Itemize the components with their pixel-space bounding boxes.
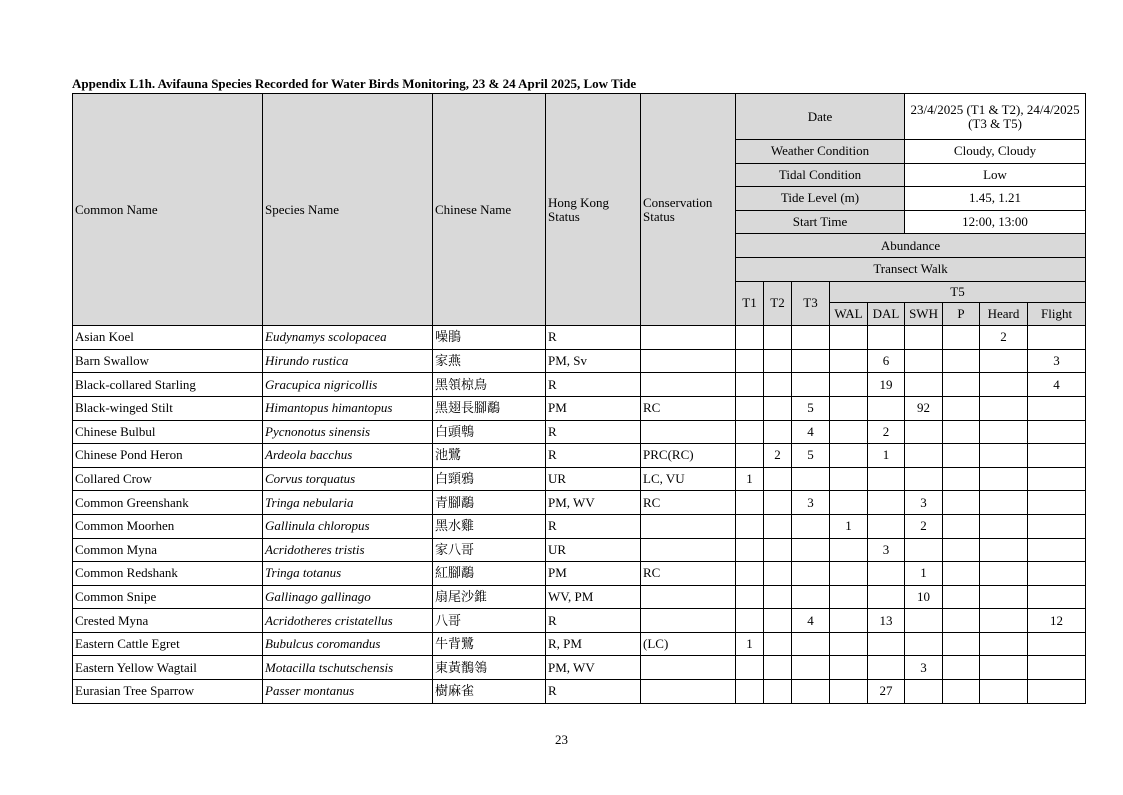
header-t2: T2 — [764, 281, 792, 326]
swh-count-cell: 10 — [905, 585, 943, 609]
species-name-cell: Tringa nebularia — [263, 491, 433, 515]
conservation-status-cell — [641, 349, 736, 373]
header-tidal-label: Tidal Condition — [736, 163, 905, 187]
t1-count-cell — [736, 396, 764, 420]
header-date-value: 23/4/2025 (T1 & T2), 24/4/2025 (T3 & T5) — [905, 94, 1086, 140]
t2-count-cell — [764, 632, 792, 656]
conservation-status-cell — [641, 609, 736, 633]
chinese-name-cell: 池鷺 — [433, 444, 546, 468]
t2-count-cell — [764, 373, 792, 397]
dal-count-cell: 27 — [868, 680, 905, 704]
swh-count-cell — [905, 632, 943, 656]
species-name-cell: Himantopus himantopus — [263, 396, 433, 420]
heard-count-cell — [980, 562, 1028, 586]
chinese-name-cell: 黑領椋鳥 — [433, 373, 546, 397]
wal-count-cell: 1 — [830, 514, 868, 538]
wal-count-cell — [830, 632, 868, 656]
chinese-name-cell: 黑水雞 — [433, 514, 546, 538]
flight-count-cell — [1028, 562, 1086, 586]
common-name-cell: Common Moorhen — [73, 514, 263, 538]
heard-count-cell — [980, 491, 1028, 515]
swh-count-cell — [905, 420, 943, 444]
species-name-cell: Ardeola bacchus — [263, 444, 433, 468]
swh-count-cell — [905, 538, 943, 562]
flight-count-cell — [1028, 538, 1086, 562]
t3-count-cell — [792, 373, 830, 397]
dal-count-cell: 19 — [868, 373, 905, 397]
dal-count-cell — [868, 467, 905, 491]
heard-count-cell — [980, 420, 1028, 444]
species-name-cell: Acridotheres tristis — [263, 538, 433, 562]
header-t3: T3 — [792, 281, 830, 326]
t1-count-cell — [736, 514, 764, 538]
hk-status-cell: R, PM — [546, 632, 641, 656]
dal-count-cell — [868, 396, 905, 420]
table-row — [73, 326, 1086, 350]
flight-count-cell — [1028, 632, 1086, 656]
header-p: P — [943, 302, 980, 326]
dal-count-cell: 13 — [868, 609, 905, 633]
common-name-cell: Eurasian Tree Sparrow — [73, 680, 263, 704]
conservation-status-cell: RC — [641, 562, 736, 586]
flight-count-cell — [1028, 467, 1086, 491]
table-row — [73, 585, 1086, 609]
hk-status-cell: PM — [546, 562, 641, 586]
common-name-cell: Common Myna — [73, 538, 263, 562]
heard-count-cell — [980, 585, 1028, 609]
flight-count-cell — [1028, 656, 1086, 680]
flight-count-cell — [1028, 585, 1086, 609]
heard-count-cell — [980, 373, 1028, 397]
common-name-cell: Common Redshank — [73, 562, 263, 586]
t2-count-cell — [764, 491, 792, 515]
flight-count-cell — [1028, 420, 1086, 444]
t3-count-cell — [792, 538, 830, 562]
table-body — [73, 326, 1086, 704]
conservation-status-cell: (LC) — [641, 632, 736, 656]
header-weather-label: Weather Condition — [736, 140, 905, 164]
t1-count-cell — [736, 491, 764, 515]
chinese-name-cell: 家八哥 — [433, 538, 546, 562]
common-name-cell: Crested Myna — [73, 609, 263, 633]
wal-count-cell — [830, 373, 868, 397]
t3-count-cell — [792, 585, 830, 609]
chinese-name-cell: 白頸鴉 — [433, 467, 546, 491]
wal-count-cell — [830, 491, 868, 515]
t2-count-cell: 2 — [764, 444, 792, 468]
flight-count-cell — [1028, 396, 1086, 420]
hk-status-cell: PM, WV — [546, 656, 641, 680]
species-name-cell: Bubulcus coromandus — [263, 632, 433, 656]
species-name-cell: Acridotheres cristatellus — [263, 609, 433, 633]
header-abundance: Abundance — [736, 234, 1086, 258]
t2-count-cell — [764, 420, 792, 444]
conservation-status-cell — [641, 420, 736, 444]
hk-status-cell: UR — [546, 467, 641, 491]
species-name-cell: Gallinago gallinago — [263, 585, 433, 609]
p-count-cell — [943, 396, 980, 420]
wal-count-cell — [830, 396, 868, 420]
p-count-cell — [943, 491, 980, 515]
flight-count-cell: 12 — [1028, 609, 1086, 633]
swh-count-cell: 1 — [905, 562, 943, 586]
t2-count-cell — [764, 396, 792, 420]
header-t1: T1 — [736, 281, 764, 326]
wal-count-cell — [830, 326, 868, 350]
flight-count-cell — [1028, 444, 1086, 468]
swh-count-cell — [905, 349, 943, 373]
flight-count-cell — [1028, 680, 1086, 704]
species-name-cell: Eudynamys scolopacea — [263, 326, 433, 350]
swh-count-cell — [905, 373, 943, 397]
header-common-name: Common Name — [73, 94, 263, 326]
heard-count-cell — [980, 349, 1028, 373]
heard-count-cell — [980, 396, 1028, 420]
hk-status-cell: R — [546, 326, 641, 350]
common-name-cell: Chinese Bulbul — [73, 420, 263, 444]
common-name-cell: Common Snipe — [73, 585, 263, 609]
header-start-time-value: 12:00, 13:00 — [905, 210, 1086, 234]
header-flight: Flight — [1028, 302, 1086, 326]
t2-count-cell — [764, 609, 792, 633]
table-row — [73, 349, 1086, 373]
heard-count-cell — [980, 444, 1028, 468]
species-name-cell: Hirundo rustica — [263, 349, 433, 373]
species-name-cell: Tringa totanus — [263, 562, 433, 586]
conservation-status-cell — [641, 373, 736, 397]
appendix-title: Appendix L1h. Avifauna Species Recorded for Water Birds Monitoring, 23 & 24 April 2025, Low Tide — [72, 76, 637, 91]
table-row — [73, 491, 1086, 515]
p-count-cell — [943, 467, 980, 491]
p-count-cell — [943, 656, 980, 680]
t2-count-cell — [764, 538, 792, 562]
dal-count-cell: 3 — [868, 538, 905, 562]
hk-status-cell: R — [546, 444, 641, 468]
common-name-cell: Collared Crow — [73, 467, 263, 491]
chinese-name-cell: 東黃鶺鴒 — [433, 656, 546, 680]
wal-count-cell — [830, 444, 868, 468]
conservation-status-cell — [641, 538, 736, 562]
t1-count-cell — [736, 680, 764, 704]
header-wal: WAL — [830, 302, 868, 326]
t2-count-cell — [764, 656, 792, 680]
header-conservation-status: Conservation Status — [641, 94, 736, 326]
wal-count-cell — [830, 656, 868, 680]
common-name-cell: Black-collared Starling — [73, 373, 263, 397]
t3-count-cell — [792, 467, 830, 491]
table-row — [73, 538, 1086, 562]
heard-count-cell — [980, 467, 1028, 491]
t1-count-cell — [736, 609, 764, 633]
table-row — [73, 680, 1086, 704]
t2-count-cell — [764, 680, 792, 704]
p-count-cell — [943, 373, 980, 397]
t3-count-cell — [792, 326, 830, 350]
species-name-cell: Pycnonotus sinensis — [263, 420, 433, 444]
t3-count-cell — [792, 680, 830, 704]
t1-count-cell — [736, 656, 764, 680]
swh-count-cell: 2 — [905, 514, 943, 538]
species-name-cell: Gracupica nigricollis — [263, 373, 433, 397]
conservation-status-cell: RC — [641, 396, 736, 420]
header-hk-status: Hong Kong Status — [546, 94, 641, 326]
table-header — [73, 94, 1086, 326]
p-count-cell — [943, 680, 980, 704]
wal-count-cell — [830, 420, 868, 444]
wal-count-cell — [830, 609, 868, 633]
t1-count-cell — [736, 444, 764, 468]
t1-count-cell: 1 — [736, 632, 764, 656]
p-count-cell — [943, 538, 980, 562]
swh-count-cell — [905, 326, 943, 350]
wal-count-cell — [830, 349, 868, 373]
header-tidal-value: Low — [905, 163, 1086, 187]
p-count-cell — [943, 632, 980, 656]
table-row — [73, 562, 1086, 586]
t1-count-cell — [736, 326, 764, 350]
heard-count-cell — [980, 538, 1028, 562]
header-start-time-label: Start Time — [736, 210, 905, 234]
conservation-status-cell — [641, 326, 736, 350]
common-name-cell: Barn Swallow — [73, 349, 263, 373]
common-name-cell: Black-winged Stilt — [73, 396, 263, 420]
hk-status-cell: PM, WV — [546, 491, 641, 515]
swh-count-cell: 3 — [905, 656, 943, 680]
wal-count-cell — [830, 680, 868, 704]
chinese-name-cell: 黑翅長腳鷸 — [433, 396, 546, 420]
hk-status-cell: R — [546, 420, 641, 444]
t1-count-cell — [736, 373, 764, 397]
chinese-name-cell: 樹麻雀 — [433, 680, 546, 704]
header-t5: T5 — [830, 281, 1086, 302]
heard-count-cell — [980, 656, 1028, 680]
species-name-cell: Passer montanus — [263, 680, 433, 704]
t2-count-cell — [764, 467, 792, 491]
flight-count-cell — [1028, 326, 1086, 350]
dal-count-cell: 6 — [868, 349, 905, 373]
heard-count-cell — [980, 609, 1028, 633]
table-row — [73, 373, 1086, 397]
header-date-label: Date — [736, 94, 905, 140]
dal-count-cell — [868, 491, 905, 515]
dal-count-cell — [868, 656, 905, 680]
hk-status-cell: R — [546, 609, 641, 633]
dal-count-cell — [868, 585, 905, 609]
p-count-cell — [943, 444, 980, 468]
t1-count-cell — [736, 349, 764, 373]
flight-count-cell: 4 — [1028, 373, 1086, 397]
dal-count-cell — [868, 514, 905, 538]
swh-count-cell — [905, 609, 943, 633]
t1-count-cell — [736, 585, 764, 609]
dal-count-cell: 2 — [868, 420, 905, 444]
species-name-cell: Corvus torquatus — [263, 467, 433, 491]
wal-count-cell — [830, 467, 868, 491]
chinese-name-cell: 白頭鵯 — [433, 420, 546, 444]
species-name-cell: Motacilla tschutschensis — [263, 656, 433, 680]
table-row — [73, 420, 1086, 444]
flight-count-cell: 3 — [1028, 349, 1086, 373]
chinese-name-cell: 扇尾沙錐 — [433, 585, 546, 609]
t2-count-cell — [764, 514, 792, 538]
p-count-cell — [943, 562, 980, 586]
header-tide-level-value: 1.45, 1.21 — [905, 187, 1086, 211]
hk-status-cell: R — [546, 373, 641, 397]
t1-count-cell — [736, 420, 764, 444]
common-name-cell: Eastern Yellow Wagtail — [73, 656, 263, 680]
species-table — [72, 93, 1086, 704]
page-number: 23 — [555, 732, 568, 747]
t3-count-cell: 4 — [792, 420, 830, 444]
header-species-name: Species Name — [263, 94, 433, 326]
t2-count-cell — [764, 585, 792, 609]
table-row — [73, 396, 1086, 420]
header-tide-level-label: Tide Level (m) — [736, 187, 905, 211]
conservation-status-cell — [641, 656, 736, 680]
common-name-cell: Eastern Cattle Egret — [73, 632, 263, 656]
chinese-name-cell: 青腳鷸 — [433, 491, 546, 515]
p-count-cell — [943, 585, 980, 609]
table-row — [73, 656, 1086, 680]
header-chinese-name: Chinese Name — [433, 94, 546, 326]
t1-count-cell — [736, 538, 764, 562]
chinese-name-cell: 八哥 — [433, 609, 546, 633]
chinese-name-cell: 噪鵑 — [433, 326, 546, 350]
heard-count-cell: 2 — [980, 326, 1028, 350]
conservation-status-cell — [641, 514, 736, 538]
t1-count-cell — [736, 562, 764, 586]
conservation-status-cell: LC, VU — [641, 467, 736, 491]
table-row — [73, 514, 1086, 538]
header-heard: Heard — [980, 302, 1028, 326]
heard-count-cell — [980, 680, 1028, 704]
heard-count-cell — [980, 632, 1028, 656]
wal-count-cell — [830, 585, 868, 609]
t3-count-cell — [792, 562, 830, 586]
wal-count-cell — [830, 538, 868, 562]
t3-count-cell: 4 — [792, 609, 830, 633]
t3-count-cell: 3 — [792, 491, 830, 515]
hk-status-cell: WV, PM — [546, 585, 641, 609]
species-name-cell: Gallinula chloropus — [263, 514, 433, 538]
swh-count-cell — [905, 680, 943, 704]
t2-count-cell — [764, 326, 792, 350]
dal-count-cell — [868, 632, 905, 656]
t3-count-cell: 5 — [792, 396, 830, 420]
t2-count-cell — [764, 349, 792, 373]
chinese-name-cell: 紅腳鷸 — [433, 562, 546, 586]
conservation-status-cell: PRC(RC) — [641, 444, 736, 468]
flight-count-cell — [1028, 514, 1086, 538]
t3-count-cell — [792, 632, 830, 656]
hk-status-cell: R — [546, 514, 641, 538]
chinese-name-cell: 家燕 — [433, 349, 546, 373]
common-name-cell: Common Greenshank — [73, 491, 263, 515]
p-count-cell — [943, 514, 980, 538]
header-dal: DAL — [868, 302, 905, 326]
heard-count-cell — [980, 514, 1028, 538]
common-name-cell: Chinese Pond Heron — [73, 444, 263, 468]
swh-count-cell — [905, 467, 943, 491]
conservation-status-cell — [641, 585, 736, 609]
flight-count-cell — [1028, 491, 1086, 515]
hk-status-cell: R — [546, 680, 641, 704]
header-swh: SWH — [905, 302, 943, 326]
hk-status-cell: UR — [546, 538, 641, 562]
table-row — [73, 467, 1086, 491]
t3-count-cell — [792, 656, 830, 680]
conservation-status-cell — [641, 680, 736, 704]
swh-count-cell — [905, 444, 943, 468]
chinese-name-cell: 牛背鷺 — [433, 632, 546, 656]
table-row — [73, 632, 1086, 656]
header-transect-walk: Transect Walk — [736, 257, 1086, 281]
t3-count-cell: 5 — [792, 444, 830, 468]
p-count-cell — [943, 326, 980, 350]
wal-count-cell — [830, 562, 868, 586]
table-row — [73, 444, 1086, 468]
t1-count-cell: 1 — [736, 467, 764, 491]
p-count-cell — [943, 420, 980, 444]
hk-status-cell: PM, Sv — [546, 349, 641, 373]
common-name-cell: Asian Koel — [73, 326, 263, 350]
t3-count-cell — [792, 514, 830, 538]
t2-count-cell — [764, 562, 792, 586]
conservation-status-cell: RC — [641, 491, 736, 515]
t3-count-cell — [792, 349, 830, 373]
p-count-cell — [943, 609, 980, 633]
swh-count-cell: 92 — [905, 396, 943, 420]
table-row — [73, 609, 1086, 633]
swh-count-cell: 3 — [905, 491, 943, 515]
hk-status-cell: PM — [546, 396, 641, 420]
p-count-cell — [943, 349, 980, 373]
dal-count-cell — [868, 326, 905, 350]
dal-count-cell: 1 — [868, 444, 905, 468]
dal-count-cell — [868, 562, 905, 586]
header-weather-value: Cloudy, Cloudy — [905, 140, 1086, 164]
